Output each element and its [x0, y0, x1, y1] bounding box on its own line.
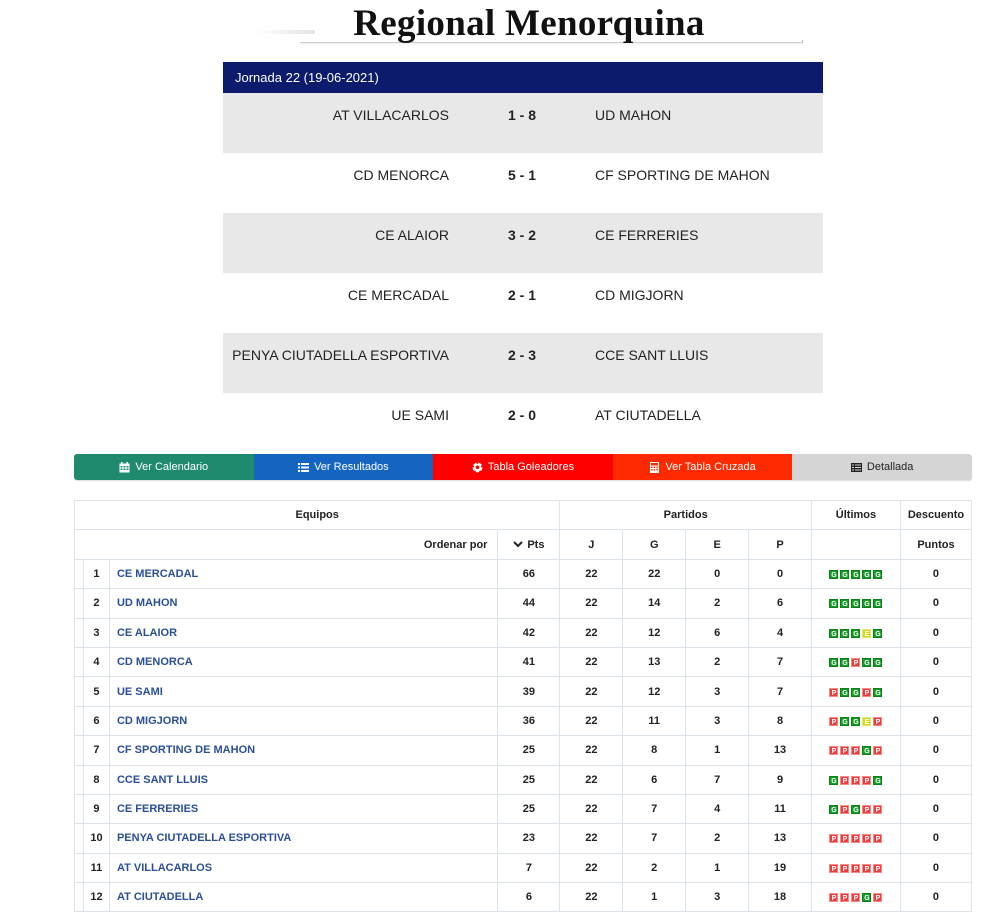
played: 22: [560, 824, 623, 853]
drawn: 4: [686, 794, 749, 823]
drawn: 1: [686, 853, 749, 882]
form-badge-loss: P: [840, 893, 849, 902]
form-badge-win: G: [831, 660, 837, 668]
played: 22: [560, 706, 623, 735]
home-team: CE ALAIOR: [375, 227, 449, 243]
points-deduction: 0: [900, 559, 971, 588]
lost: 19: [749, 853, 812, 882]
standings-row: [75, 794, 972, 823]
recent-form: [812, 618, 901, 647]
form-badge-win: G: [853, 571, 859, 579]
drawn: 0: [686, 559, 749, 588]
descuento-header: Descuento: [900, 501, 971, 530]
points-deduction: 0: [900, 677, 971, 706]
played: 22: [560, 853, 623, 882]
form-badge-loss: P: [873, 746, 882, 755]
row-edge: [75, 618, 84, 647]
form-badge-win: G: [864, 660, 870, 668]
page-header: [255, 0, 803, 44]
home-team: PENYA CIUTADELLA ESPORTIVA: [232, 347, 449, 363]
view-button-bar: [74, 454, 972, 480]
points: 25: [498, 736, 560, 765]
form-badge-loss: P: [851, 893, 860, 902]
played: 22: [560, 618, 623, 647]
recent-form: [812, 736, 901, 765]
played: 22: [560, 677, 623, 706]
points-deduction: 0: [900, 618, 971, 647]
match-list: [223, 93, 823, 453]
j-header: J: [560, 530, 623, 559]
team-link[interactable]: AT CIUTADELLA: [109, 883, 498, 912]
form-badge-win: G: [842, 660, 848, 668]
won: 2: [623, 853, 686, 882]
row-edge: [75, 559, 84, 588]
away-team: AT CIUTADELLA: [595, 407, 701, 423]
match-row: [223, 213, 823, 273]
form-badge-win: G: [875, 777, 881, 785]
standings-row: [75, 618, 972, 647]
form-badge-win: G: [853, 630, 859, 638]
standings-table: [74, 500, 972, 912]
list-icon: [298, 462, 309, 473]
lost: 4: [749, 618, 812, 647]
team-link[interactable]: CCE SANT LLUIS: [109, 765, 498, 794]
form-badge-loss: P: [829, 746, 838, 755]
points: 42: [498, 618, 560, 647]
puntos-header: Puntos: [900, 530, 971, 559]
team-link[interactable]: CF SPORTING DE MAHON: [109, 736, 498, 765]
form-badge-loss: P: [851, 864, 860, 873]
row-edge: [75, 647, 84, 676]
sort-pts-header[interactable]: [498, 530, 560, 559]
form-badge-loss: P: [862, 864, 871, 873]
row-edge: [75, 589, 84, 618]
lost: 7: [749, 677, 812, 706]
recent-form: [812, 883, 901, 912]
lost: 13: [749, 736, 812, 765]
points: 36: [498, 706, 560, 735]
match-score[interactable]: 2 - 0: [507, 407, 536, 423]
team-link[interactable]: CE ALAIOR: [109, 618, 498, 647]
form-badge-win: G: [842, 718, 848, 726]
form-badge-loss: P: [873, 717, 882, 726]
away-team: CF SPORTING DE MAHON: [595, 167, 770, 183]
won: 22: [623, 559, 686, 588]
points: 44: [498, 589, 560, 618]
position: 4: [83, 647, 109, 676]
form-badge-loss: P: [829, 834, 838, 843]
points-deduction: 0: [900, 853, 971, 882]
form-badge-draw: E: [862, 717, 871, 726]
form-badge-win: G: [842, 571, 848, 579]
recent-form: [812, 647, 901, 676]
away-team: CCE SANT LLUIS: [595, 347, 709, 363]
played: 22: [560, 647, 623, 676]
standings-row: [75, 706, 972, 735]
drawn: 3: [686, 706, 749, 735]
calculator-icon: [649, 462, 660, 473]
row-edge: [75, 824, 84, 853]
points-deduction: 0: [900, 883, 971, 912]
standings-row: [75, 824, 972, 853]
recent-form: [812, 824, 901, 853]
standings-row: [75, 883, 972, 912]
won: 7: [623, 824, 686, 853]
home-team: AT VILLACARLOS: [332, 107, 449, 123]
lost: 9: [749, 765, 812, 794]
form-badge-win: G: [831, 601, 837, 609]
form-badge-loss: P: [840, 864, 849, 873]
lost: 13: [749, 824, 812, 853]
form-badge-loss: P: [840, 805, 849, 814]
won: 12: [623, 618, 686, 647]
detail-list-icon: [851, 462, 862, 473]
drawn: 3: [686, 883, 749, 912]
position: 5: [83, 677, 109, 706]
form-badge-win: G: [842, 689, 848, 697]
position: 3: [83, 618, 109, 647]
team-link[interactable]: UE SAMI: [109, 677, 498, 706]
match-score[interactable]: 2 - 1: [507, 287, 536, 303]
form-badge-draw: E: [862, 629, 871, 638]
form-badge-win: G: [864, 601, 870, 609]
played: 22: [560, 559, 623, 588]
recent-form: [812, 706, 901, 735]
ver-resultados-label: Ver Resultados: [314, 461, 389, 473]
form-badge-loss: P: [840, 776, 849, 785]
position: 10: [83, 824, 109, 853]
tabla-goleadores-button[interactable]: [433, 454, 613, 480]
form-badge-loss: P: [873, 834, 882, 843]
ver-calendario-button[interactable]: [74, 454, 254, 480]
points-deduction: 0: [900, 794, 971, 823]
form-badge-win: G: [864, 571, 870, 579]
position: 12: [83, 883, 109, 912]
match-score[interactable]: 3 - 2: [507, 227, 536, 243]
form-badge-win: G: [853, 689, 859, 697]
played: 22: [560, 736, 623, 765]
drawn: 6: [686, 618, 749, 647]
ver-calendario-label: Ver Calendario: [135, 461, 209, 473]
fixtures-panel: [223, 62, 823, 453]
drawn: 3: [686, 677, 749, 706]
ver-tabla-cruzada-button[interactable]: [613, 454, 793, 480]
team-link[interactable]: CD MENORCA: [109, 647, 498, 676]
standings-row: [75, 589, 972, 618]
points-deduction: 0: [900, 736, 971, 765]
lost: 11: [749, 794, 812, 823]
standings-row: [75, 853, 972, 882]
form-badge-win: G: [875, 571, 881, 579]
form-badge-loss: P: [873, 864, 882, 873]
won: 6: [623, 765, 686, 794]
points: 66: [498, 559, 560, 588]
form-badge-win: G: [853, 601, 859, 609]
points: 41: [498, 647, 560, 676]
form-badge-win: G: [831, 777, 837, 785]
form-badge-win: G: [831, 807, 837, 815]
form-badge-win: G: [831, 630, 837, 638]
lost: 0: [749, 559, 812, 588]
points-deduction: 0: [900, 824, 971, 853]
form-badge-loss: P: [862, 834, 871, 843]
drawn: 2: [686, 824, 749, 853]
points-deduction: 0: [900, 647, 971, 676]
calendar-icon: [119, 462, 130, 473]
match-row: [223, 273, 823, 333]
won: 7: [623, 794, 686, 823]
position: 1: [83, 559, 109, 588]
form-badge-loss: P: [829, 717, 838, 726]
partidos-header: Partidos: [560, 501, 812, 530]
points: 23: [498, 824, 560, 853]
recent-form: [812, 559, 901, 588]
form-badge-loss: P: [829, 688, 838, 697]
recent-form: [812, 589, 901, 618]
form-badge-win: G: [875, 660, 881, 668]
played: 22: [560, 765, 623, 794]
points: 25: [498, 794, 560, 823]
form-badge-loss: P: [851, 776, 860, 785]
drawn: 2: [686, 647, 749, 676]
points: 7: [498, 853, 560, 882]
team-link[interactable]: CE MERCADAL: [109, 559, 498, 588]
lost: 6: [749, 589, 812, 618]
points: 39: [498, 677, 560, 706]
drawn: 1: [686, 736, 749, 765]
team-link[interactable]: CE FERRERIES: [109, 794, 498, 823]
matchday-header: Jornada 22 (19-06-2021): [223, 62, 823, 93]
lost: 8: [749, 706, 812, 735]
e-header: E: [686, 530, 749, 559]
standings-row: [75, 559, 972, 588]
away-team: CD MIGJORN: [595, 287, 684, 303]
standings-row: [75, 677, 972, 706]
position: 8: [83, 765, 109, 794]
match-row: [223, 393, 823, 453]
ver-resultados-button[interactable]: [254, 454, 434, 480]
drawn: 2: [686, 589, 749, 618]
form-badge-loss: P: [873, 893, 882, 902]
team-link[interactable]: CD MIGJORN: [109, 706, 498, 735]
match-score[interactable]: 2 - 3: [507, 347, 536, 363]
recent-form: [812, 794, 901, 823]
row-edge: [75, 794, 84, 823]
match-row: [223, 93, 823, 153]
ultimos-subheader: [812, 530, 901, 559]
recent-form: [812, 853, 901, 882]
home-team: UE SAMI: [391, 407, 449, 423]
away-team: CE FERRERIES: [595, 227, 699, 243]
form-badge-loss: P: [862, 688, 871, 697]
won: 11: [623, 706, 686, 735]
row-edge: [75, 765, 84, 794]
points: 25: [498, 765, 560, 794]
p-header: P: [749, 530, 812, 559]
match-row: [223, 333, 823, 393]
form-badge-win: G: [864, 895, 870, 903]
form-badge-win: G: [875, 689, 881, 697]
page-title: Regional Menorquina: [353, 3, 705, 44]
recent-form: [812, 677, 901, 706]
standings-row: [75, 765, 972, 794]
form-badge-loss: P: [862, 776, 871, 785]
form-badge-win: G: [875, 630, 881, 638]
match-score[interactable]: 5 - 1: [507, 167, 536, 183]
row-edge: [75, 706, 84, 735]
recent-form: [812, 765, 901, 794]
position: 2: [83, 589, 109, 618]
match-score[interactable]: 1 - 8: [507, 107, 536, 123]
form-badge-loss: P: [873, 805, 882, 814]
points: 6: [498, 883, 560, 912]
position: 11: [83, 853, 109, 882]
ultimos-header: Últimos: [812, 501, 901, 530]
form-badge-loss: P: [851, 658, 860, 667]
ordenar-por-label: Ordenar por: [75, 530, 498, 559]
form-badge-win: G: [842, 601, 848, 609]
form-badge-loss: P: [851, 746, 860, 755]
team-link[interactable]: PENYA CIUTADELLA ESPORTIVA: [109, 824, 498, 853]
chevron-down-icon: [513, 539, 523, 551]
form-badge-loss: P: [829, 893, 838, 902]
form-badge-loss: P: [840, 834, 849, 843]
won: 1: [623, 883, 686, 912]
away-team: UD MAHON: [595, 107, 672, 123]
ver-tabla-cruzada-label: Ver Tabla Cruzada: [665, 461, 756, 473]
lost: 18: [749, 883, 812, 912]
position: 7: [83, 736, 109, 765]
row-edge: [75, 736, 84, 765]
drawn: 7: [686, 765, 749, 794]
position: 9: [83, 794, 109, 823]
won: 12: [623, 677, 686, 706]
form-badge-win: G: [853, 718, 859, 726]
played: 22: [560, 589, 623, 618]
won: 14: [623, 589, 686, 618]
detallada-button[interactable]: [792, 454, 972, 480]
form-badge-win: G: [853, 807, 859, 815]
pts-header-label: Pts: [527, 538, 545, 551]
match-row: [223, 153, 823, 213]
played: 22: [560, 794, 623, 823]
form-badge-loss: P: [829, 864, 838, 873]
home-team: CE MERCADAL: [347, 287, 449, 303]
form-badge-loss: P: [840, 746, 849, 755]
form-badge-loss: P: [862, 805, 871, 814]
g-header: G: [623, 530, 686, 559]
row-edge: [75, 853, 84, 882]
points-deduction: 0: [900, 706, 971, 735]
points-deduction: 0: [900, 589, 971, 618]
won: 8: [623, 736, 686, 765]
position: 6: [83, 706, 109, 735]
lost: 7: [749, 647, 812, 676]
form-badge-win: G: [842, 630, 848, 638]
team-link[interactable]: UD MAHON: [109, 589, 498, 618]
standings-row: [75, 736, 972, 765]
won: 13: [623, 647, 686, 676]
played: 22: [560, 883, 623, 912]
team-link[interactable]: AT VILLACARLOS: [109, 853, 498, 882]
form-badge-win: G: [875, 601, 881, 609]
tabla-goleadores-label: Tabla Goleadores: [487, 461, 575, 473]
form-badge-win: G: [864, 748, 870, 756]
points-deduction: 0: [900, 765, 971, 794]
equipos-header: Equipos: [75, 501, 560, 530]
detallada-label: Detallada: [866, 461, 914, 473]
home-team: CD MENORCA: [353, 167, 449, 183]
row-edge: [75, 677, 84, 706]
form-badge-loss: P: [851, 834, 860, 843]
soccer-ball-icon: [472, 462, 483, 473]
form-badge-win: G: [831, 571, 837, 579]
row-edge: [75, 883, 84, 912]
standings-row: [75, 647, 972, 676]
